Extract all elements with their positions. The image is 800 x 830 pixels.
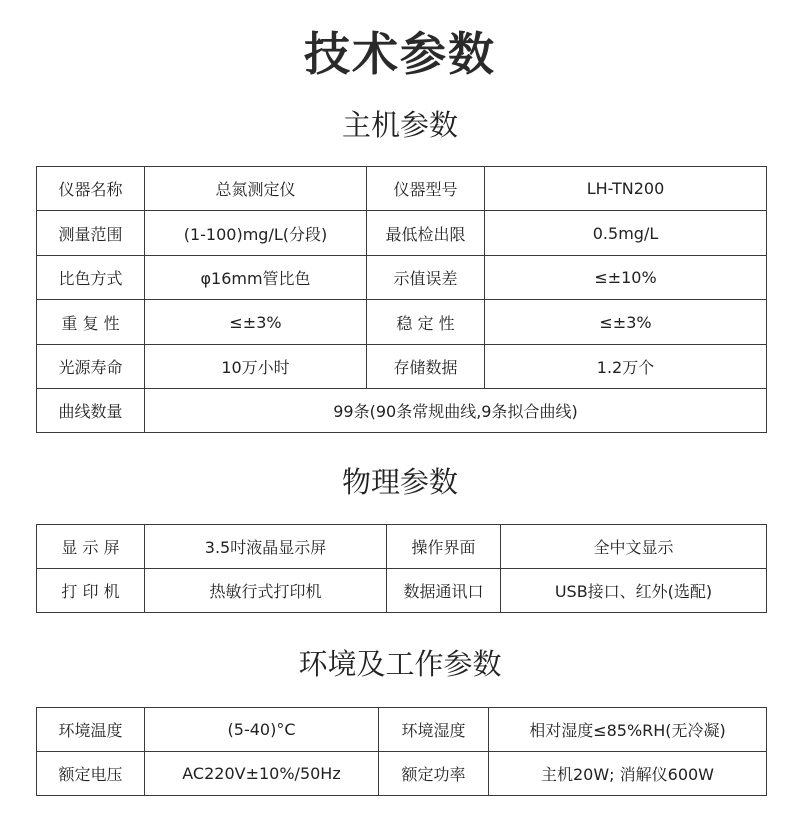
- param-value: ≤±3%: [145, 300, 367, 345]
- physical-params-table: [36, 524, 767, 613]
- table-row: [37, 300, 767, 345]
- param-label: 示值误差: [367, 256, 485, 300]
- param-label: 稳 定 性: [367, 300, 485, 345]
- param-label: 比色方式: [37, 256, 145, 300]
- table-row: [37, 167, 767, 211]
- environment-params-table: [36, 707, 767, 796]
- param-label: 环境温度: [37, 708, 145, 752]
- param-label: 光源寿命: [37, 345, 145, 389]
- param-value: φ16mm管比色: [145, 256, 367, 300]
- param-value: (5-40)°C: [145, 708, 379, 752]
- param-label: 仪器名称: [37, 167, 145, 211]
- param-value: 10万小时: [145, 345, 367, 389]
- table-row: [37, 752, 767, 796]
- param-label: 环境湿度: [379, 708, 489, 752]
- table-row: [37, 525, 767, 569]
- param-label: 测量范围: [37, 211, 145, 256]
- param-value: AC220V±10%/50Hz: [145, 752, 379, 796]
- table-row: [37, 389, 767, 433]
- param-label: 仪器型号: [367, 167, 485, 211]
- param-label: 显 示 屏: [37, 525, 145, 569]
- param-value: 3.5吋液晶显示屏: [145, 525, 387, 569]
- table-row: [37, 256, 767, 300]
- host-params-table: [36, 166, 767, 433]
- param-value: LH-TN200: [485, 167, 767, 211]
- param-value: 相对湿度≤85%RH(无冷凝): [489, 708, 767, 752]
- param-value: 0.5mg/L: [485, 211, 767, 256]
- param-label: 操作界面: [387, 525, 501, 569]
- param-value: USB接口、红外(选配): [501, 569, 767, 613]
- environment-section-title: 环境及工作参数: [298, 647, 502, 681]
- param-label: 重 复 性: [37, 300, 145, 345]
- param-value: ≤±10%: [485, 256, 767, 300]
- param-label: 最低检出限: [367, 211, 485, 256]
- param-value: 主机20W; 消解仪600W: [489, 752, 767, 796]
- page-title: 技术参数: [304, 27, 496, 81]
- table-row: [37, 708, 767, 752]
- param-label: 打 印 机: [37, 569, 145, 613]
- param-value: (1-100)mg/L(分段): [145, 211, 367, 256]
- param-value: 总氮测定仪: [145, 167, 367, 211]
- param-label: 额定功率: [379, 752, 489, 796]
- table-row: [37, 569, 767, 613]
- physical-section-title: 物理参数: [341, 465, 458, 499]
- param-value: 1.2万个: [485, 345, 767, 389]
- param-label: 存储数据: [367, 345, 485, 389]
- param-label: 数据通讯口: [387, 569, 501, 613]
- param-value: ≤±3%: [485, 300, 767, 345]
- table-row: [37, 211, 767, 256]
- param-value: 热敏行式打印机: [145, 569, 387, 613]
- table-row: [37, 345, 767, 389]
- param-value: 99条(90条常规曲线,9条拟合曲线): [145, 389, 767, 433]
- param-value: 全中文显示: [501, 525, 767, 569]
- param-label: 额定电压: [37, 752, 145, 796]
- param-label: 曲线数量: [37, 389, 145, 433]
- host-section-title: 主机参数: [341, 108, 458, 142]
